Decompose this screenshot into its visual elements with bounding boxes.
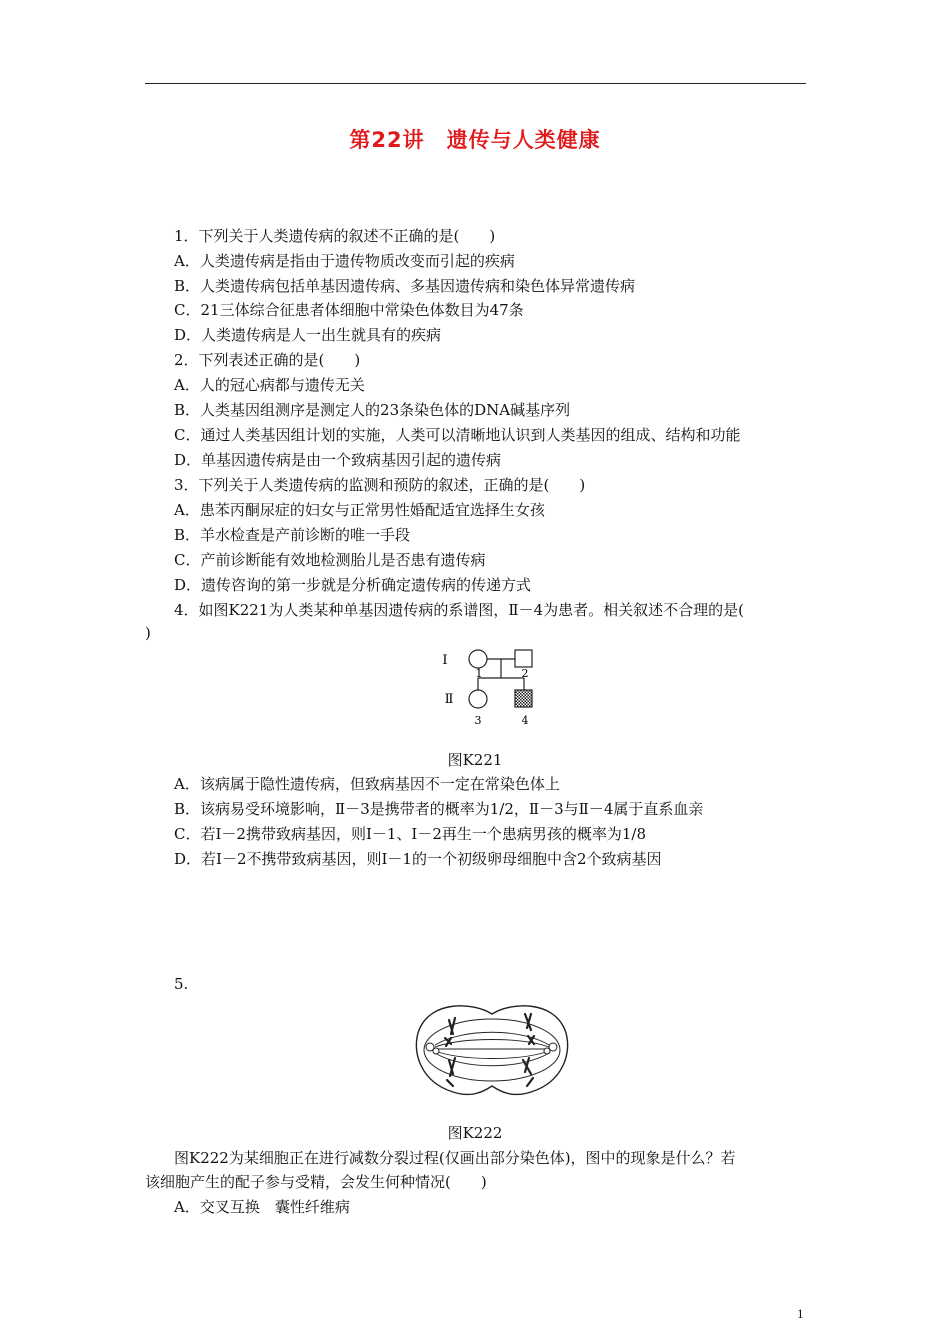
question-2-option-a: A．人的冠心病都与遗传无关 (174, 376, 365, 394)
question-4-option-a: A．该病属于隐性遗传病，但致病基因不一定在常染色体上 (174, 775, 560, 793)
question-3-stem: 3．下列关于人类遗传病的监测和预防的叙述，正确的是( ) (174, 476, 586, 494)
question-3-option-c: C．产前诊断能有效地检测胎儿是否患有遗传病 (174, 551, 486, 569)
question-1-stem: 1．下列关于人类遗传病的叙述不正确的是( ) (174, 227, 496, 245)
pedigree-member-2-label: 2 (521, 667, 529, 680)
figure-k222-caption: 图K222 (447, 1124, 503, 1142)
pedigree-member-4-label: 4 (521, 714, 529, 727)
generation-2-label: Ⅱ (444, 692, 454, 707)
question-3-option-d: D．遗传咨询的第一步就是分析确定遗传病的传递方式 (174, 576, 532, 594)
question-5-option-a: A．交叉互换 囊性纤维病 (174, 1198, 350, 1216)
page-number: 1 (797, 1306, 804, 1321)
generation-1-label: Ⅰ (442, 653, 448, 668)
question-4-stem-continuation: ) (145, 624, 151, 642)
question-4-stem: 4．如图K221为人类某种单基因遗传病的系谱图，Ⅱ－4为患者。相关叙述不合理的是( (174, 601, 744, 619)
question-2-option-c: C．通过人类基因组计划的实施，人类可以清晰地认识到人类基因的组成、结构和功能 (174, 426, 741, 444)
question-5-stem-continuation: 该细胞产生的配子参与受精，会发生何种情况( ) (145, 1173, 487, 1191)
question-4-option-d: D．若Ⅰ－2不携带致病基因，则Ⅰ－1的一个初级卵母细胞中含2个致病基因 (174, 850, 662, 868)
page-title: 第22讲 遗传与人类健康 (349, 128, 601, 152)
question-1-option-a: A．人类遗传病是指由于遗传物质改变而引起的疾病 (174, 252, 515, 270)
question-1-option-c: C．21三体综合征患者体细胞中常染色体数目为47条 (174, 301, 524, 319)
question-3-option-a: A．患苯丙酮尿症的妇女与正常男性婚配适宜选择生女孩 (174, 501, 545, 519)
pedigree-female-ii3 (469, 690, 487, 708)
meiosis-cell-diagram (413, 1000, 571, 1100)
question-4-option-c: C．若Ⅰ－2携带致病基因，则Ⅰ－1、Ⅰ－2再生一个患病男孩的概率为1/8 (174, 825, 647, 843)
pedigree-female-i1 (469, 650, 487, 668)
question-2-option-b: B．人类基因组测序是测定人的23条染色体的DNA碱基序列 (174, 401, 571, 419)
pedigree-member-3-label: 3 (474, 714, 482, 727)
figure-k221-caption: 图K221 (447, 751, 503, 769)
header-rule (145, 83, 806, 84)
question-1-option-d: D．人类遗传病是人一出生就具有的疾病 (174, 326, 442, 344)
question-5-stem: 图K222为某细胞正在进行减数分裂过程(仅画出部分染色体)，图中的现象是什么？若 (174, 1149, 736, 1167)
pedigree-member-1-label: 1 (475, 667, 483, 680)
pedigree-chart (430, 642, 550, 730)
question-4-option-b: B．该病易受环境影响，Ⅱ－3是携带者的概率为1/2，Ⅱ－3与Ⅱ－4属于直系血亲 (174, 800, 704, 818)
question-2-stem: 2．下列表述正确的是( ) (174, 351, 361, 369)
question-3-option-b: B．羊水检查是产前诊断的唯一手段 (174, 526, 411, 544)
pedigree-male-i2 (515, 650, 532, 667)
question-5-number: 5. (174, 975, 189, 993)
question-2-option-d: D．单基因遗传病是由一个致病基因引起的遗传病 (174, 451, 502, 469)
pedigree-affected-male-ii4 (515, 690, 532, 707)
question-1-option-b: B．人类遗传病包括单基因遗传病、多基因遗传病和染色体异常遗传病 (174, 277, 636, 295)
